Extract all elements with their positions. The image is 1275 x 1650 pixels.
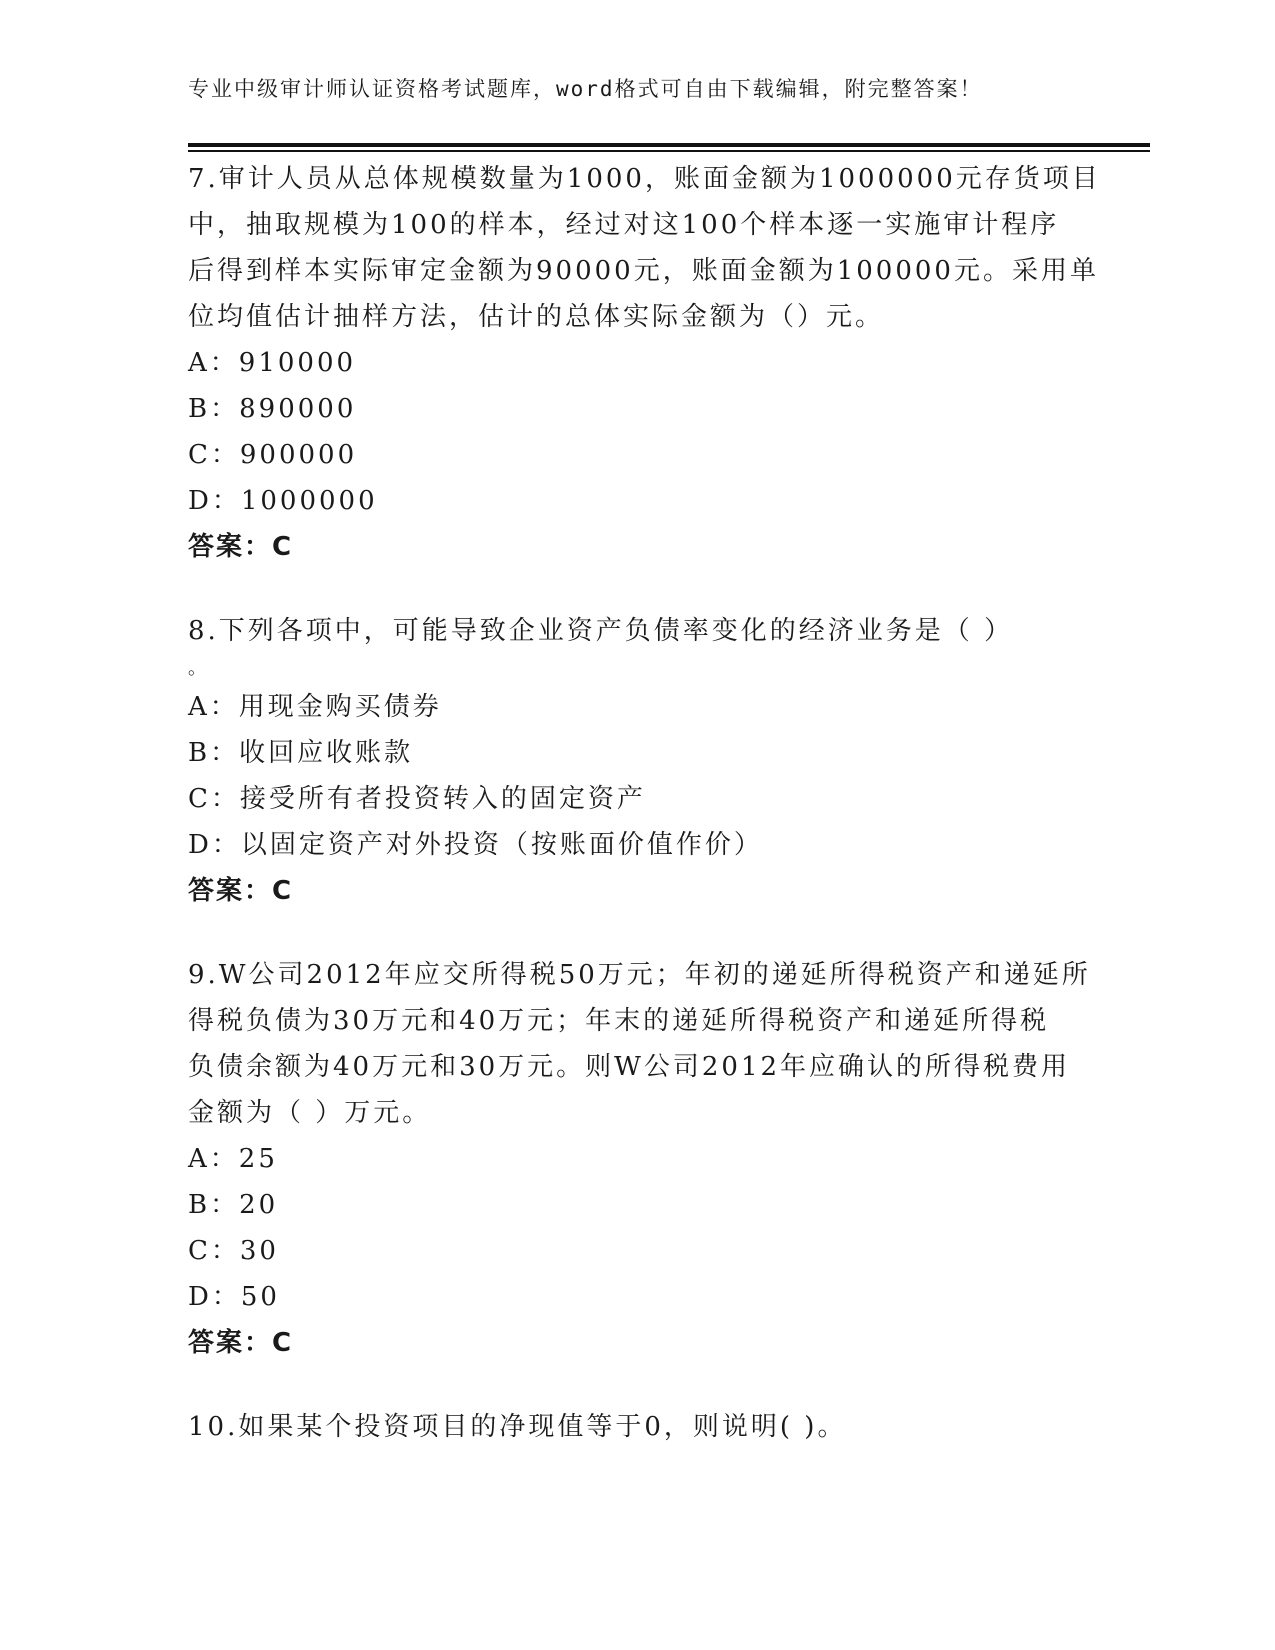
option-c: C：接受所有者投资转入的固定资产	[188, 784, 646, 814]
header-rule-thick	[188, 143, 1150, 147]
option-d: D：以固定资产对外投资（按账面价值作价）	[188, 830, 763, 860]
answer: 答案：C	[188, 876, 294, 906]
question-stem	[188, 1404, 1088, 1450]
question-7	[188, 156, 1101, 570]
stem-line: 负债余额为40万元和30万元。则W公司2012年应确认的所得税费用	[188, 1052, 1071, 1082]
stem-line: 金额为（ ）万元。	[188, 1098, 432, 1128]
question-stem	[188, 608, 1088, 654]
option-b: B：20	[188, 1190, 279, 1220]
option-d: D：50	[188, 1282, 280, 1312]
question-9	[188, 952, 1091, 1366]
option-c: C：900000	[188, 440, 358, 470]
option-d: D：1000000	[188, 486, 378, 516]
stem-line: 9.W公司2012年应交所得税50万元；年初的递延所得税资产和递延所	[188, 960, 1091, 990]
stem-line: 7.审计人员从总体规模数量为1000，账面金额为1000000元存货项目	[188, 164, 1101, 194]
option-a: A：910000	[188, 348, 357, 378]
header-rule-thin	[188, 150, 1150, 152]
question-list	[188, 156, 1101, 1450]
stem-line: 10.如果某个投资项目的净现值等于0，则说明( )。	[188, 1412, 847, 1442]
answer: 答案：C	[188, 1328, 294, 1358]
option-c: C：30	[188, 1236, 279, 1266]
stem-trailing-period: 。	[188, 658, 206, 679]
question-stem	[188, 156, 1101, 340]
option-a: A：用现金购买债券	[188, 692, 442, 722]
stem-line: 8.下列各项中，可能导致企业资产负债率变化的经济业务是（ ）	[188, 616, 1014, 646]
answer: 答案：C	[188, 532, 294, 562]
option-b: B：890000	[188, 394, 357, 424]
option-a: A：25	[188, 1144, 278, 1174]
stem-line: 位均值估计抽样方法，估计的总体实际金额为（）元。	[188, 302, 885, 332]
question-10	[188, 1404, 1088, 1450]
page-header: 专业中级审计师认证资格考试题库，word格式可自由下载编辑，附完整答案！	[188, 77, 983, 101]
option-b: B：收回应收账款	[188, 738, 414, 768]
stem-line: 得税负债为30万元和40万元；年末的递延所得税资产和递延所得税	[188, 1006, 1050, 1036]
question-8	[188, 608, 1088, 914]
stem-line: 后得到样本实际审定金额为90000元，账面金额为100000元。采用单	[188, 256, 1099, 286]
question-stem	[188, 952, 1091, 1136]
stem-line: 中，抽取规模为100的样本，经过对这100个样本逐一实施审计程序	[188, 210, 1060, 240]
